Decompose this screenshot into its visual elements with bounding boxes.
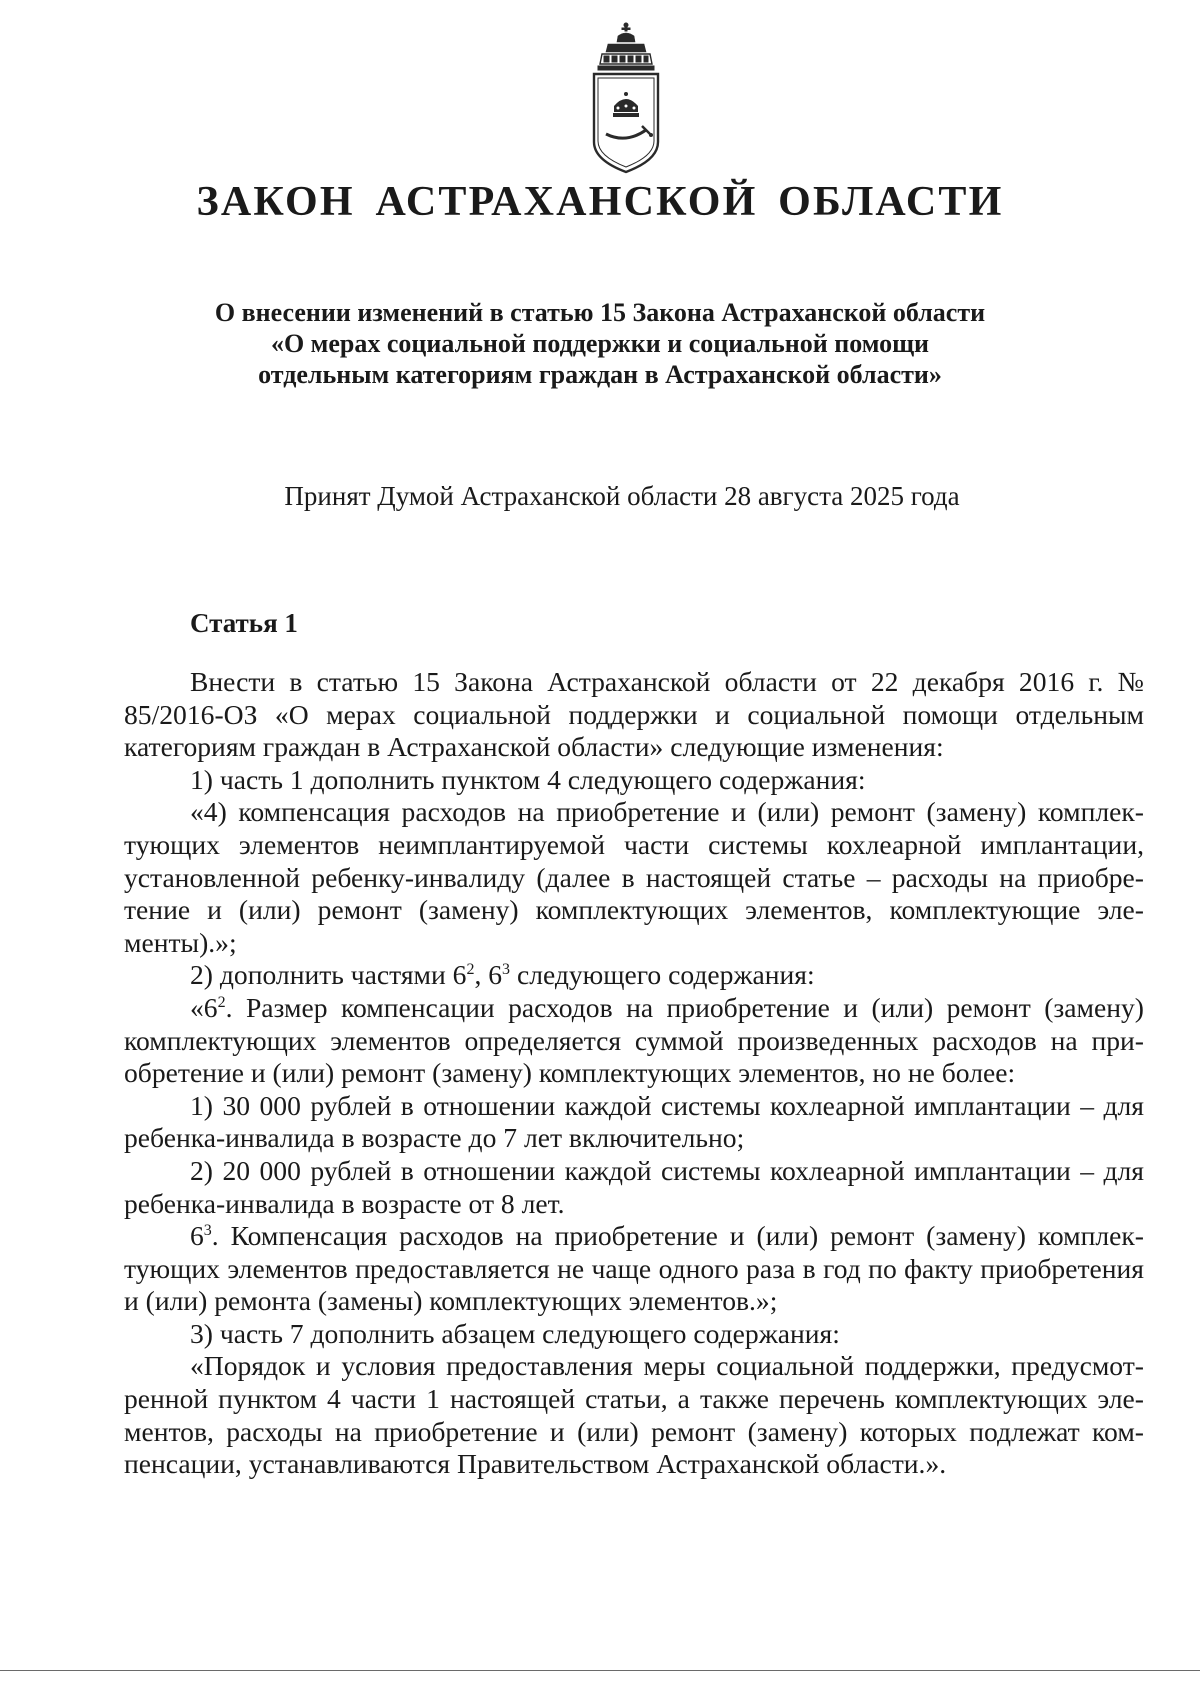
paragraph: «4) компенсация расходов на приобретение и (или) ремонт (замену) комплектующих элементов неимплантируемой части системы кохлеарной имплантации, установленной ребенку-инвалиду (далее в настоящей статье – расходы на приобретение и (или) ремонт (замену) комплектующих элементов, комплектующие элементы).»;: [124, 796, 1144, 958]
subtitle-line: О внесении изменений в статью 15 Закона Астраханской области: [214, 298, 986, 327]
article-heading: Статья 1: [190, 608, 298, 638]
paragraph: 3) часть 7 дополнить абзацем следующего содержания:: [190, 1317, 840, 1349]
superscript: 3: [502, 961, 511, 979]
text-fragment: «6: [190, 991, 218, 1023]
paragraph: 1) 30 000 рублей в отношении каждой системы кохлеарной имплантации – для ребенка-инвалида в возрасте до 7 лет включительно;: [124, 1089, 1144, 1154]
paragraph: 2) 20 000 рублей в отношении каждой системы кохлеарной имплантации – для ребенка-инвалида в возрасте от 8 лет.: [124, 1154, 1144, 1219]
astrakhan-coat-of-arms-icon: [580, 22, 672, 174]
text-fragment: , 6: [474, 959, 503, 991]
article-body: [124, 666, 1144, 1481]
text-fragment: . Размер компенсации расходов на приобретение и (или) ремонт (замену) комплектующих элементов определяется суммой произведенных расходов на приобретение и (или) ремонт (замену) комплектующих элементов, но не более:: [124, 991, 1144, 1089]
superscript: 2: [466, 961, 475, 979]
paragraph: [124, 959, 1144, 992]
text-fragment: 2) дополнить частями 6: [190, 959, 467, 991]
paragraph: [124, 992, 1144, 1090]
text-fragment: . Компенсация расходов на приобретение и (или) ремонт (замену) комплектующих элементов предоставляется не чаще одного раза в год по факту приобретения и (или) ремонта (замены) комплектующих элементов.»;: [124, 1220, 1144, 1317]
paragraph: «Порядок и условия предоставления меры социальной поддержки, предусмотренной пунктом 4 части 1 настоящей статьи, а также перечень комплектующих элементов, расходы на приобретение и (или) ремонт (замену) которых подлежат компенсации, устанавливаются Правительством Астраханской области.».: [124, 1350, 1144, 1480]
law-title: ЗАКОН АСТРАХАНСКОЙ ОБЛАСТИ: [196, 179, 1004, 225]
text-fragment: следующего содержания:: [510, 959, 815, 991]
subtitle-line: отдельным категориям граждан в Астраханской области»: [258, 360, 942, 389]
paragraph: [124, 1220, 1144, 1318]
adoption-line: Принят Думой Астраханской области 28 августа 2025 года: [284, 481, 960, 511]
law-subtitle: [150, 297, 1050, 390]
superscript: 2: [217, 993, 226, 1011]
text-fragment: 6: [190, 1220, 204, 1252]
paragraph: 1) часть 1 дополнить пунктом 4 следующего содержания:: [190, 763, 866, 795]
page-bottom-rule: [0, 1670, 1200, 1671]
paragraph: Внести в статью 15 Закона Астраханской области от 22 декабря 2016 г. № 85/2016-ОЗ «О мерах социальной поддержки и социальной помощи отдельным категориям граждан в Астраханской области» следующие изменения:: [124, 666, 1144, 763]
superscript: 3: [203, 1221, 212, 1239]
subtitle-line: «О мерах социальной поддержки и социальной помощи: [270, 329, 930, 358]
